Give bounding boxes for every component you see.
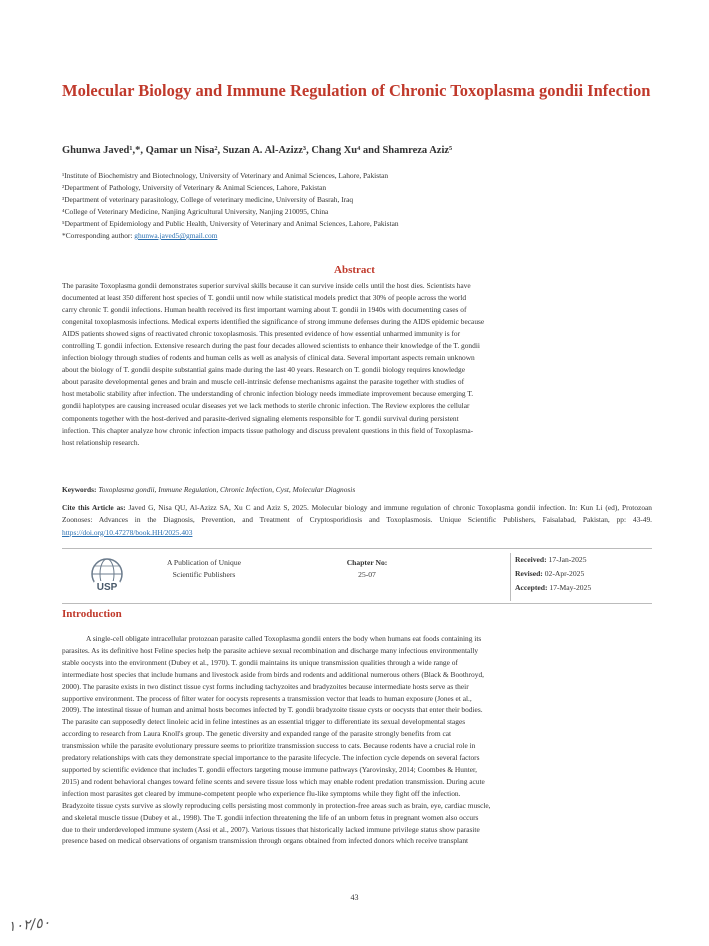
abstract-line: infection. This chapter analyze how chronic infection impacts tissue pathology and discuss prevalent questions in this field of Toxoplasma- — [62, 425, 474, 435]
cite-label: Cite this Article as: — [62, 503, 126, 512]
chapter-title: Molecular Biology and Immune Regulation of Chronic Toxoplasma gondii Infection — [62, 81, 651, 100]
abstract-line: components together with the host-derived and parasite-derived signaling elements responsible for T. gondii survival during persistent — [62, 413, 459, 423]
affiliation-5: ⁵Department of Epidemiology and Public Health, University of Veterinary and Animal Sciences, Lahore, Pakistan — [62, 219, 399, 228]
abstract-line: about the biology of T. gondii despite substantial gains made during the last 40 years. Research on T. gondii biology requires knowledge — [62, 365, 465, 375]
revised-label: Revised: — [515, 569, 543, 578]
cite-text: Javed G, Nisa QU, Al-Azizz SA, Xu C and Aziz S, 2025. Molecular biology and immune regulation of chronic Toxoplasma gondii infection. In: Kun Li (ed), Protozoan Zoonoses: Advances in the Diagnosis, Prevention, and Treatment of Cryptosporidiosis and Toxoplasmosis. Unique Scientific Publishers, Faisalabad, Pakistan, pp: 43-49. — [62, 503, 653, 525]
affiliation-3: ³Department of veterinary parasitology, College of veterinary medicine, University of Basrah, Iraq — [62, 195, 354, 204]
keywords — [62, 484, 652, 496]
abstract-line: congenital toxoplasmosis infections. Medical experts identified the significance of strong immune defenses during the AIDS epidemic because — [62, 317, 485, 327]
intro-line: supported by scientific evidence that includes T. gondii effectors targeting mouse immune pathways (Yarovinsky, 2014; Coombes & Hunter, — [62, 764, 478, 774]
introduction-heading: Introduction — [62, 608, 122, 620]
intro-line: transmission while the parasite evolutionary pressure seems to prioritize transmission success to cats. Because rodents have a crucial role in — [62, 741, 476, 751]
abstract-line: gondii haplotypes are causing increased ocular diseases yet we lack methods to sterile chronic infection. The Review explores the cellular — [62, 401, 470, 411]
abstract-line: host metabolic stability after infection. The understanding of chronic infection biology needs immediate improvement because emerging T. — [62, 389, 474, 399]
received-value: 17-Jan-2025 — [548, 555, 587, 564]
handwritten-note: ١٠٢/٥٠ — [7, 914, 52, 936]
abstract-line: infection biology through studies of rodents and human cells as well as analysis of clinical data. Several important aspects remain unknown — [62, 353, 475, 363]
accepted-value: 17-May-2025 — [549, 583, 592, 592]
abstract-body — [62, 280, 652, 449]
abstract-line: carry chronic T. gondii infections. Human health received its first important warning about T. gondii in 1940s with documenting cases of — [62, 305, 467, 315]
received-date — [515, 553, 650, 567]
abstract-line: controlling T. gondii infection. Extensive research during the past four decades allowed scientists to enhance their knowledge of the T. gondii — [62, 341, 480, 351]
abstract-line: host relationship research. — [62, 437, 140, 447]
citation — [62, 502, 652, 539]
date-info — [510, 553, 650, 601]
intro-line: stable oocysts into the environment (Dubey et al., 1970). T. gondii maintains its unique transmission qualities through a wide range of — [62, 657, 458, 667]
doi-link[interactable]: https://doi.org/10.47278/book.HH/2025.403 — [62, 527, 193, 537]
chapter-number: 25-07 — [358, 569, 376, 579]
corresponding-label: *Corresponding author: — [62, 231, 133, 240]
abstract-heading: Abstract — [334, 264, 375, 276]
introduction-body — [62, 633, 652, 847]
author-list: Ghunwa Javed¹,*, Qamar un Nisa², Suzan A. Al-Azizz³, Chang Xu⁴ and Shamreza Aziz⁵ — [62, 145, 453, 156]
intro-line: 2015) and rodent behavioral changes toward feline scents and severe tissue loss which may enable rodent predation transmission. During acute — [62, 776, 485, 786]
intro-line: 2009). The intestinal tissue of human and animal hosts becomes infected by T. gondii bradyzoite tissue cysts or oocysts that enter their bodies. — [62, 705, 483, 715]
affiliation-list — [62, 170, 622, 242]
corresponding-email-link[interactable]: ghunwa.javed5@gmail.com — [134, 231, 218, 240]
intro-line: according to research from Laura Knoll's group. The genetic diversity and expanded range of the parasite strongly benefits from cat — [62, 729, 452, 739]
abstract-line: AIDS patients showed signs of reactivated chronic toxoplasmosis. This presented evidence of how essential unharmed immunity is for — [62, 329, 461, 339]
globe-icon — [86, 555, 128, 597]
received-label: Received: — [515, 555, 547, 564]
intro-line: presence based on medical observations of organism transmission through organs obtained from infected donors which receive transplant — [62, 836, 469, 846]
corresponding-author — [62, 230, 622, 242]
intro-line: predatory relationships with cats they demonstrate special importance to the parasite lifecycle. The infection cycle depends on several factors — [62, 753, 480, 763]
intro-line: A single-cell obligate intracellular protozoan parasite called Toxoplasma gondii enters the body when humans eat foods containing its — [86, 634, 482, 643]
logo-text: USP — [96, 582, 118, 593]
intro-line: intermediate host species that include humans and livestock aside from birds and rodents and additional numerous others (Black & Boothroyd, — [62, 669, 484, 679]
page-number: 43 — [350, 893, 359, 902]
abstract-line: The parasite Toxoplasma gondii demonstrates superior survival skills because it can survive inside cells until the host dies. Scientists have — [62, 281, 471, 290]
chapter-label: Chapter No: — [346, 558, 388, 567]
intro-line: parasites. As its definitive host Feline species help the parasite achieve sexual recombination and discharge many infectious environmentally — [62, 645, 479, 655]
intro-line: and skeletal muscle tissue (Dubey et al., 1998). The T. gondii infection threatening the life of an unborn fetus in pregnant women also occurs — [62, 812, 479, 822]
chapter-info — [322, 557, 412, 580]
publisher-logo — [86, 555, 128, 597]
abstract-line: documented at least 350 different host species of T. gondii until now while statistical models predict that 30% of people across the world — [62, 293, 467, 303]
intro-line: infection most parasites get cleared by immune-competent people who experience flu-like symptoms while they fight off the infection. — [62, 788, 461, 798]
intro-line: due to their underdeveloped immune system (Assi et al., 2007). Various tissues that historically lacked immune privilege status show parasite — [62, 824, 480, 834]
accepted-label: Accepted: — [515, 583, 548, 592]
accepted-date — [515, 581, 650, 595]
intro-line: 2000). The parasite exists in two distinct tissue cyst forms including tachyzoites and bradyzoites because intermediate hosts serve as their — [62, 681, 469, 691]
publication-info-box — [62, 548, 652, 604]
intro-line: The parasite can supposedly detect linoleic acid in feline intestines as an essential trigger to differentiate its sexual developmental stages — [62, 717, 466, 727]
keywords-label: Keywords: — [62, 485, 97, 494]
intro-line: Bradyzoite tissue cysts survive as slowly reproducing cells persisting most commonly in protection-free areas such as brain, eye, cardiac muscle, — [62, 800, 491, 810]
affiliation-4: ⁴College of Veterinary Medicine, Nanjing Agricultural University, Nanjing 210095, China — [62, 207, 329, 216]
intro-line: supportive environment. The process of filter water for oocysts represents a transmission vector that leads to human exposure (Jones et al., — [62, 693, 472, 703]
affiliation-2: ²Department of Pathology, University of Veterinary & Animal Sciences, Lahore, Pakistan — [62, 183, 327, 192]
abstract-line: about parasite developmental genes and brain and muscle cell-intrinsic defense mechanisms against the parasite together with studies of — [62, 377, 465, 387]
revised-value: 02-Apr-2025 — [544, 569, 585, 578]
publisher-text: A Publication of Unique Scientific Publishers — [166, 558, 242, 579]
revised-date — [515, 567, 650, 581]
affiliation-1: ¹Institute of Biochemistry and Biotechnology, University of Veterinary and Animal Sciences, Lahore, Pakistan — [62, 171, 389, 180]
keywords-list: Toxoplasma gondii, Immune Regulation, Chronic Infection, Cyst, Molecular Diagnosis — [98, 485, 356, 494]
